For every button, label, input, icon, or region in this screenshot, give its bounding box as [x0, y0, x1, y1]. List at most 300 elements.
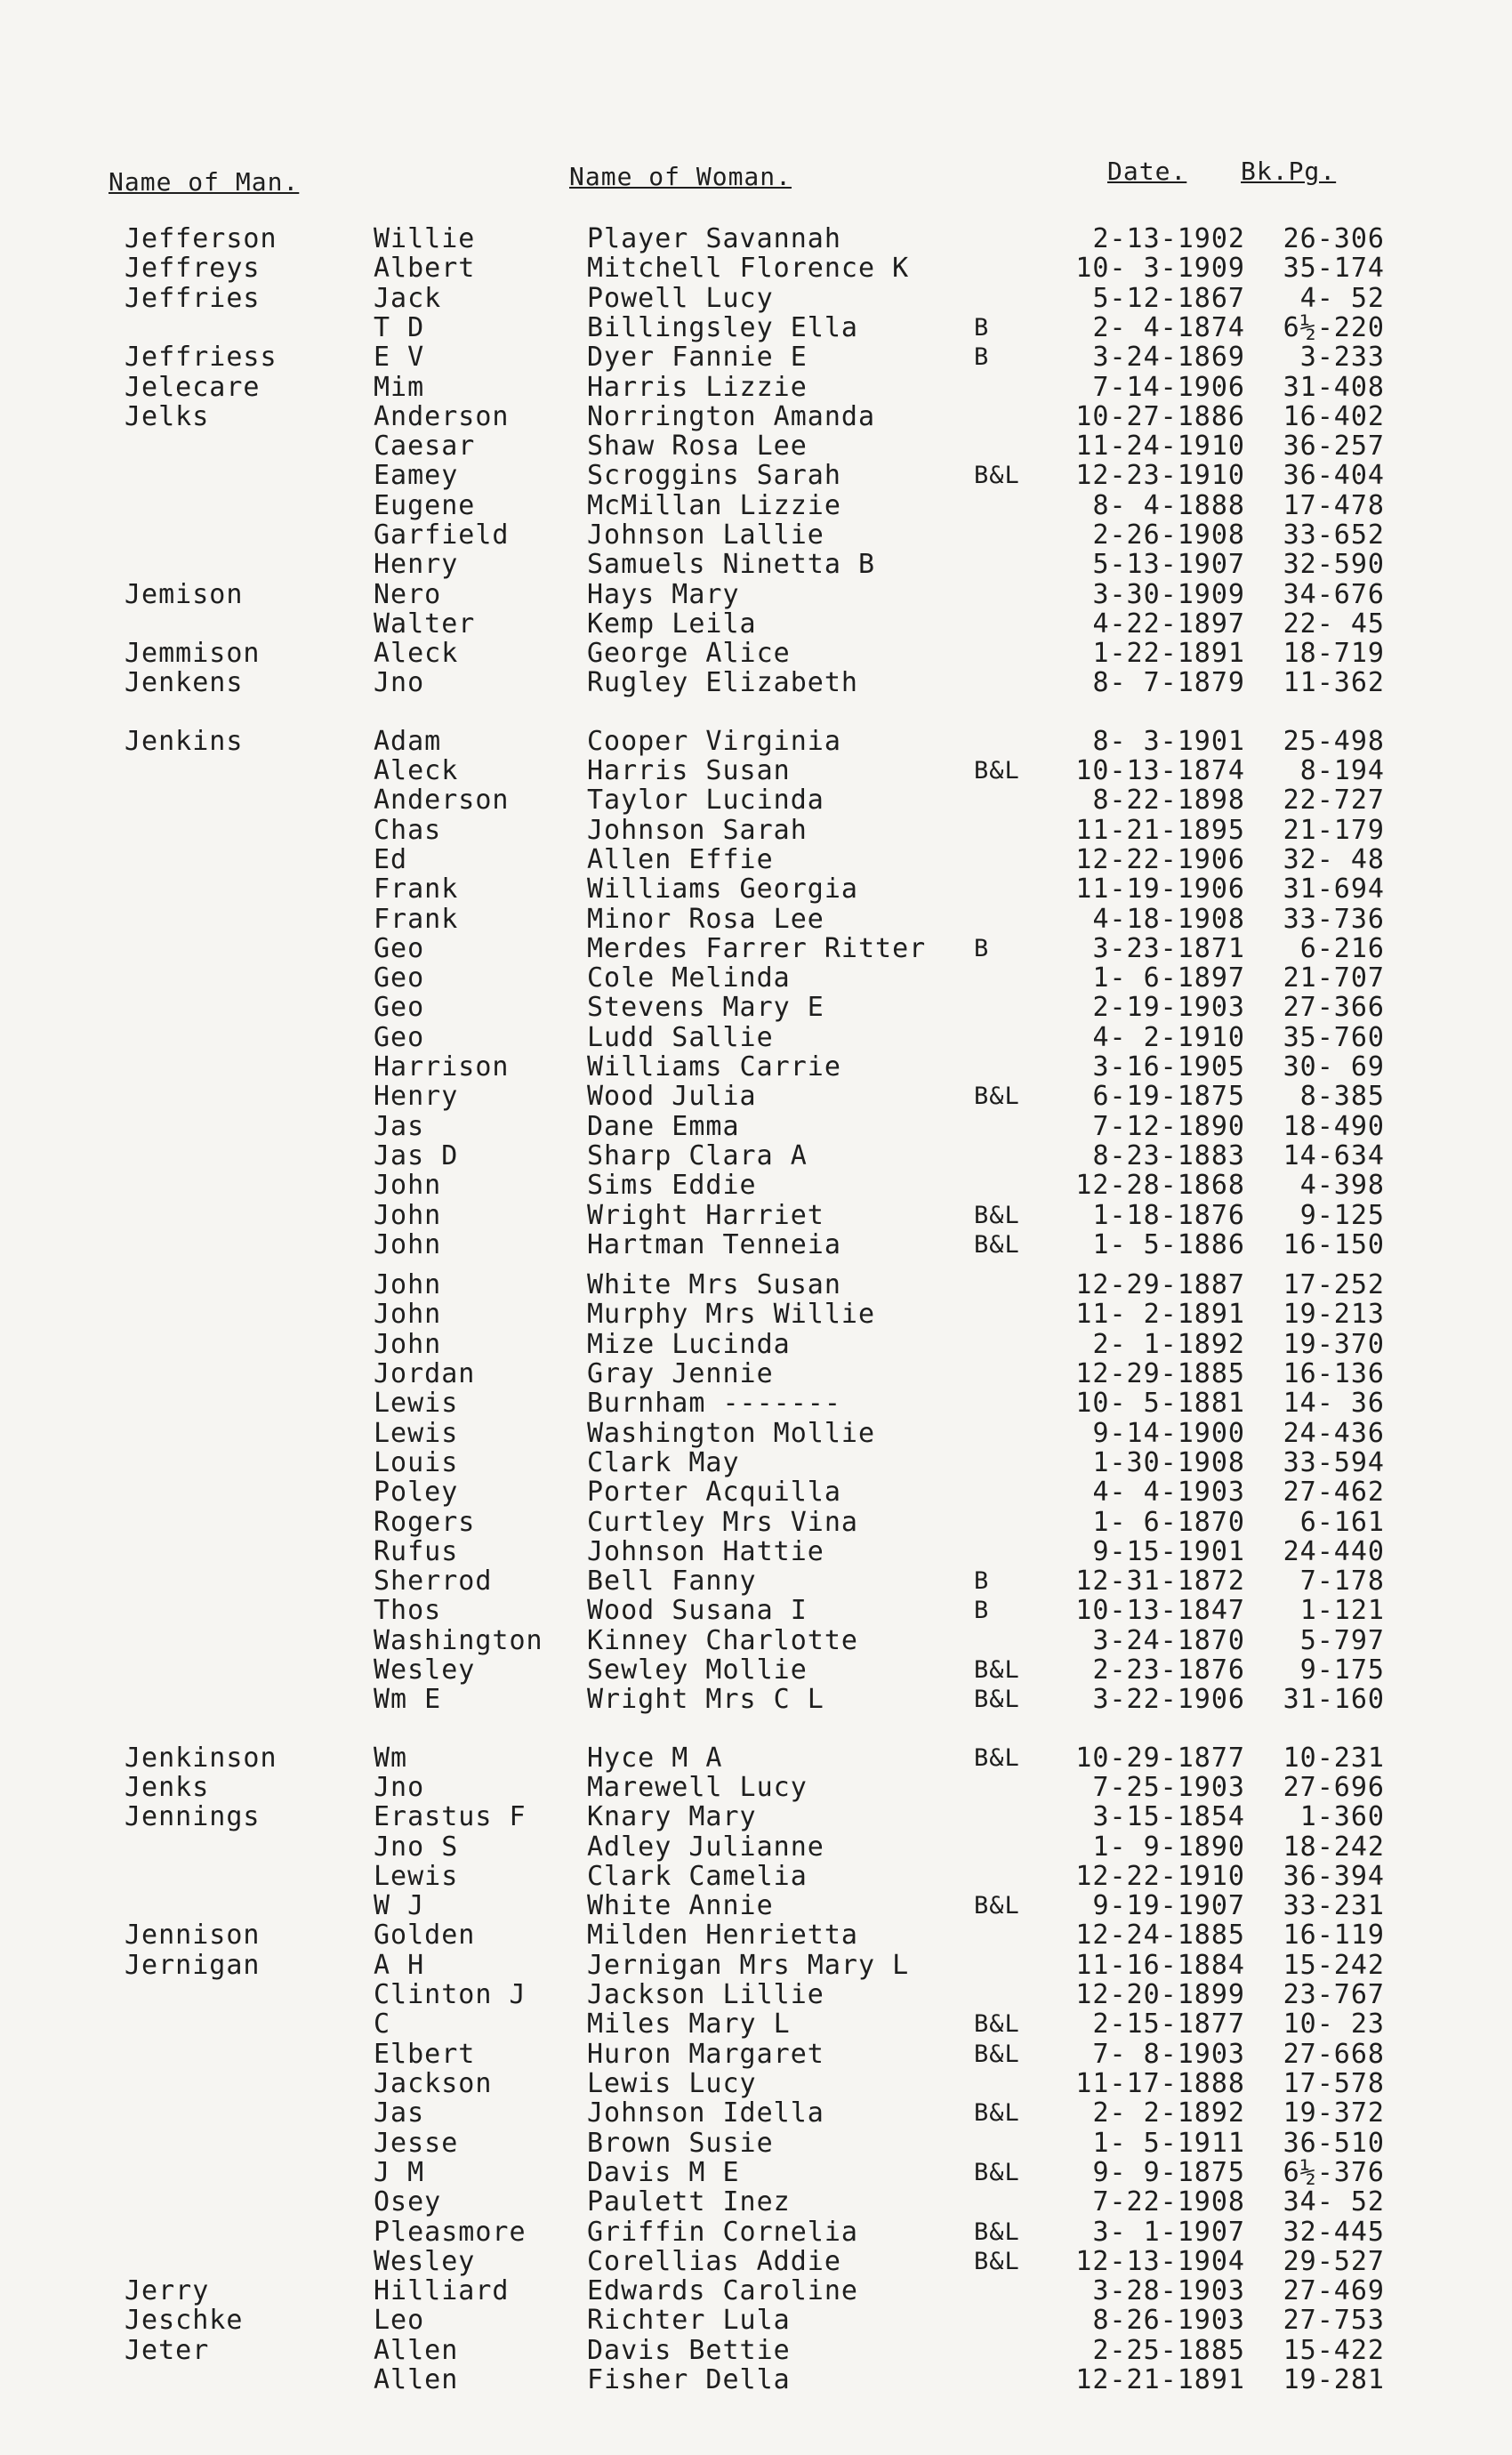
woman-name: Player Savannah [587, 223, 841, 254]
record-row [0, 2040, 1512, 2069]
man-given-name: Caesar [374, 431, 476, 462]
man-given-name: Wesley [374, 1654, 476, 1686]
woman-name: Brown Susie [587, 2128, 774, 2159]
marriage-date: 7-12-1890 [1092, 1111, 1245, 1142]
marriage-date: 9- 9-1875 [1092, 2157, 1245, 2188]
marriage-date: 1- 5-1886 [1092, 1229, 1245, 1260]
woman-name: Hays Mary [587, 579, 740, 610]
record-row [0, 1951, 1512, 1980]
record-row [0, 1832, 1512, 1862]
book-page: 16-402 [1283, 401, 1385, 432]
record-row [0, 1773, 1512, 1802]
record-flag: B [974, 935, 990, 962]
woman-name: Hartman Tenneia [587, 1229, 841, 1260]
man-given-name: Thos [374, 1595, 442, 1626]
man-given-name: Henry [374, 1081, 459, 1112]
marriage-date: 7- 8-1903 [1092, 2039, 1245, 2070]
record-row [0, 874, 1512, 904]
man-given-name: Anderson [374, 785, 510, 816]
book-page: 25-498 [1283, 726, 1385, 757]
marriage-date: 9-15-1901 [1092, 1536, 1245, 1567]
marriage-date: 4- 4-1903 [1092, 1477, 1245, 1508]
woman-name: Clark Camelia [587, 1861, 808, 1892]
man-given-name: T D [374, 312, 425, 343]
book-page: 31-160 [1283, 1684, 1385, 1715]
marriage-date: 4-22-1897 [1092, 608, 1245, 640]
man-given-name: Washington [374, 1625, 543, 1656]
record-flag: B&L [974, 757, 1020, 785]
book-page: 27-469 [1283, 2275, 1385, 2306]
man-given-name: Frank [374, 873, 459, 905]
record-flag: B&L [974, 1083, 1020, 1110]
book-page: 36-257 [1283, 431, 1385, 462]
marriage-date: 7-14-1906 [1092, 372, 1245, 403]
record-row [0, 2158, 1512, 2187]
man-surname: Jefferson [125, 223, 277, 254]
book-page: 32-445 [1283, 2217, 1385, 2248]
man-given-name: John [374, 1170, 442, 1201]
man-given-name: Lewis [374, 1388, 459, 1419]
woman-name: Shaw Rosa Lee [587, 431, 808, 462]
marriage-date: 10-29-1877 [1075, 1743, 1245, 1774]
woman-name: Kinney Charlotte [587, 1625, 858, 1656]
book-page: 31-408 [1283, 372, 1385, 403]
book-page: 7-178 [1299, 1566, 1385, 1597]
book-page: 36-404 [1283, 460, 1385, 491]
man-given-name: Garfield [374, 519, 510, 551]
man-surname: Jemmison [125, 638, 261, 669]
man-given-name: Nero [374, 579, 442, 610]
marriage-date: 10- 3-1909 [1075, 253, 1245, 284]
book-page: 33-736 [1283, 904, 1385, 935]
record-row [0, 1685, 1512, 1714]
marriage-date: 2-15-1877 [1092, 2008, 1245, 2040]
marriage-date: 3-30-1909 [1092, 579, 1245, 610]
record-row [0, 1023, 1512, 1052]
book-page: 19-281 [1283, 2364, 1385, 2395]
woman-name: Scroggins Sarah [587, 460, 841, 491]
man-given-name: Osey [374, 2186, 442, 2218]
man-surname: Jennings [125, 1801, 261, 1832]
record-flag: B [974, 1567, 990, 1595]
record-row [0, 2098, 1512, 2128]
record-row [0, 1171, 1512, 1200]
man-given-name: Rufus [374, 1536, 459, 1567]
man-surname: Jeschke [125, 2305, 244, 2336]
woman-name: Curtley Mrs Vina [587, 1507, 858, 1538]
record-row [0, 905, 1512, 934]
man-surname: Jeffriess [125, 342, 277, 373]
record-row [0, 402, 1512, 431]
man-given-name: Frank [374, 904, 459, 935]
man-given-name: Jno [374, 667, 425, 698]
book-page: 3-233 [1299, 342, 1385, 373]
record-row [0, 2276, 1512, 2306]
book-page: 27-696 [1283, 1772, 1385, 1803]
marriage-date: 10-13-1847 [1075, 1595, 1245, 1626]
man-given-name: Leo [374, 2305, 425, 2336]
book-page: 11-362 [1283, 667, 1385, 698]
record-row [0, 1566, 1512, 1596]
man-given-name: Geo [374, 1022, 425, 1053]
woman-name: Samuels Ninetta B [587, 549, 876, 580]
woman-name: Cole Melinda [587, 962, 791, 994]
marriage-date: 1- 9-1890 [1092, 1831, 1245, 1863]
man-surname: Jelks [125, 401, 210, 432]
book-page: 14- 36 [1283, 1388, 1385, 1419]
woman-name: Fisher Della [587, 2364, 791, 2395]
man-given-name: Geo [374, 962, 425, 994]
record-flag: B [974, 1597, 990, 1624]
book-page: 19-372 [1283, 2097, 1385, 2129]
man-surname: Jenkinson [125, 1743, 277, 1774]
woman-name: Harris Susan [587, 755, 791, 786]
man-given-name: Wesley [374, 2246, 476, 2277]
marriage-date: 10-13-1874 [1075, 755, 1245, 786]
woman-name: Minor Rosa Lee [587, 904, 824, 935]
record-row [0, 609, 1512, 639]
marriage-date: 8-26-1903 [1092, 2305, 1245, 2336]
woman-name: Griffin Cornelia [587, 2217, 858, 2248]
record-flag: B&L [974, 462, 1020, 489]
record-flag: B&L [974, 1744, 1020, 1772]
marriage-date: 3-15-1854 [1092, 1801, 1245, 1832]
woman-name: Stevens Mary E [587, 992, 824, 1023]
record-row [0, 2129, 1512, 2158]
man-given-name: Jackson [374, 2068, 493, 2099]
man-surname: Jenks [125, 1772, 210, 1803]
man-surname: Jemison [125, 579, 244, 610]
marriage-date: 12-22-1910 [1075, 1861, 1245, 1892]
marriage-date: 3-16-1905 [1092, 1051, 1245, 1083]
man-given-name: Jordan [374, 1358, 476, 1389]
record-row [0, 1082, 1512, 1111]
book-page: 19-213 [1283, 1299, 1385, 1330]
book-page: 1-360 [1299, 1801, 1385, 1832]
marriage-date: 11- 2-1891 [1075, 1299, 1245, 1330]
marriage-date: 4- 2-1910 [1092, 1022, 1245, 1053]
woman-name: Jernigan Mrs Mary L [587, 1950, 910, 1981]
marriage-date: 1-22-1891 [1092, 638, 1245, 669]
record-row [0, 1743, 1512, 1773]
marriage-date: 11-16-1884 [1075, 1950, 1245, 1981]
marriage-date: 2- 1-1892 [1092, 1329, 1245, 1360]
book-page: 10- 23 [1283, 2008, 1385, 2040]
book-page: 16-150 [1283, 1229, 1385, 1260]
record-row [0, 1596, 1512, 1625]
header-name-of-woman: Name of Woman. [569, 162, 792, 191]
man-given-name: Jack [374, 283, 442, 314]
record-row [0, 1802, 1512, 1831]
book-page: 36-394 [1283, 1861, 1385, 1892]
man-given-name: Henry [374, 549, 459, 580]
record-row [0, 2069, 1512, 2098]
woman-name: George Alice [587, 638, 791, 669]
man-given-name: Adam [374, 726, 442, 757]
woman-name: Johnson Hattie [587, 1536, 824, 1567]
man-given-name: Jas [374, 2097, 425, 2129]
man-given-name: Harrison [374, 1051, 510, 1083]
man-given-name: Geo [374, 933, 425, 964]
marriage-date: 3-24-1870 [1092, 1625, 1245, 1656]
woman-name: Richter Lula [587, 2305, 791, 2336]
record-flag: B&L [974, 1656, 1020, 1684]
man-given-name: John [374, 1229, 442, 1260]
man-surname: Jeter [125, 2335, 210, 2366]
woman-name: Sewley Mollie [587, 1654, 808, 1686]
book-page: 18-242 [1283, 1831, 1385, 1863]
woman-name: Clark May [587, 1447, 740, 1478]
book-page: 6½-220 [1283, 312, 1385, 343]
marriage-date: 3-23-1871 [1092, 933, 1245, 964]
book-page: 33-594 [1283, 1447, 1385, 1478]
marriage-date: 6-19-1875 [1092, 1081, 1245, 1112]
marriage-date: 12-23-1910 [1075, 460, 1245, 491]
record-row [0, 1141, 1512, 1171]
book-page: 26-306 [1283, 223, 1385, 254]
man-surname: Jeffreys [125, 253, 261, 284]
book-page: 29-527 [1283, 2246, 1385, 2277]
record-row [0, 993, 1512, 1022]
record-flag: B&L [974, 2040, 1020, 2068]
woman-name: Bell Fanny [587, 1566, 757, 1597]
book-page: 10-231 [1283, 1743, 1385, 1774]
book-page: 33-231 [1283, 1890, 1385, 1921]
record-row [0, 1201, 1512, 1230]
woman-name: Johnson Idella [587, 2097, 824, 2129]
man-given-name: Anderson [374, 401, 510, 432]
woman-name: Wright Mrs C L [587, 1684, 824, 1715]
header-date: Date. [1107, 157, 1187, 186]
book-page: 27-753 [1283, 2305, 1385, 2336]
header-book-page: Bk.Pg. [1241, 157, 1337, 186]
man-given-name: Louis [374, 1447, 459, 1478]
woman-name: Powell Lucy [587, 283, 774, 314]
woman-name: Murphy Mrs Willie [587, 1299, 876, 1330]
book-page: 34-676 [1283, 579, 1385, 610]
record-flag: B&L [974, 2159, 1020, 2186]
record-row [0, 1477, 1512, 1507]
man-given-name: Rogers [374, 1507, 476, 1538]
woman-name: White Mrs Susan [587, 1269, 841, 1300]
man-surname: Jenkens [125, 667, 244, 698]
marriage-date: 1-30-1908 [1092, 1447, 1245, 1478]
woman-name: Edwards Caroline [587, 2275, 858, 2306]
man-given-name: Wm [374, 1743, 408, 1774]
man-given-name: Albert [374, 253, 476, 284]
woman-name: Paulett Inez [587, 2186, 791, 2218]
woman-name: Wood Julia [587, 1081, 757, 1112]
record-row [0, 1655, 1512, 1685]
man-given-name: Sherrod [374, 1566, 493, 1597]
record-row [0, 963, 1512, 993]
woman-name: Williams Georgia [587, 873, 858, 905]
man-given-name: Chas [374, 815, 442, 846]
book-page: 30- 69 [1283, 1051, 1385, 1083]
record-row [0, 373, 1512, 402]
man-given-name: Eamey [374, 460, 459, 491]
woman-name: Cooper Virginia [587, 726, 841, 757]
man-given-name: Allen [374, 2364, 459, 2395]
record-row [0, 2247, 1512, 2276]
man-given-name: Walter [374, 608, 476, 640]
record-flag: B [974, 343, 990, 371]
marriage-date: 12-13-1904 [1075, 2246, 1245, 2277]
marriage-date: 12-29-1887 [1075, 1269, 1245, 1300]
marriage-date: 1- 5-1911 [1092, 2128, 1245, 2159]
marriage-date: 1- 6-1870 [1092, 1507, 1245, 1538]
header-name-of-man: Name of Man. [109, 167, 300, 197]
marriage-date: 2- 4-1874 [1092, 312, 1245, 343]
woman-name: White Annie [587, 1890, 774, 1921]
record-row [0, 2336, 1512, 2365]
book-page: 21-179 [1283, 815, 1385, 846]
man-given-name: J M [374, 2157, 425, 2188]
woman-name: Billingsley Ella [587, 312, 858, 343]
woman-name: Harris Lizzie [587, 372, 808, 403]
book-page: 34- 52 [1283, 2186, 1385, 2218]
woman-name: Burnham ------- [587, 1388, 841, 1419]
record-row [0, 1626, 1512, 1655]
man-given-name: John [374, 1329, 442, 1360]
book-page: 33-652 [1283, 519, 1385, 551]
marriage-date: 12-24-1885 [1075, 1920, 1245, 1951]
woman-name: Lewis Lucy [587, 2068, 757, 2099]
man-given-name: Jas [374, 1111, 425, 1142]
marriage-date: 11-19-1906 [1075, 873, 1245, 905]
woman-name: Gray Jennie [587, 1358, 774, 1389]
book-page: 17-578 [1283, 2068, 1385, 2099]
man-given-name: John [374, 1269, 442, 1300]
man-surname: Jenkins [125, 726, 244, 757]
woman-name: Milden Henrietta [587, 1920, 858, 1951]
book-page: 6½-376 [1283, 2157, 1385, 2188]
marriage-date: 5-13-1907 [1092, 549, 1245, 580]
record-row [0, 2306, 1512, 2335]
book-page: 32-590 [1283, 549, 1385, 580]
book-page: 1-121 [1299, 1595, 1385, 1626]
woman-name: Williams Carrie [587, 1051, 841, 1083]
marriage-date: 12-22-1906 [1075, 844, 1245, 875]
man-given-name: Jas D [374, 1140, 459, 1171]
woman-name: Corellias Addie [587, 2246, 841, 2277]
book-page: 17-252 [1283, 1269, 1385, 1300]
book-page: 27-668 [1283, 2039, 1385, 2070]
book-page: 35-760 [1283, 1022, 1385, 1053]
marriage-date: 3- 1-1907 [1092, 2217, 1245, 2248]
record-row [0, 520, 1512, 550]
marriage-date: 12-29-1885 [1075, 1358, 1245, 1389]
marriage-date: 5-12-1867 [1092, 283, 1245, 314]
marriage-date: 2-23-1876 [1092, 1654, 1245, 1686]
book-page: 19-370 [1283, 1329, 1385, 1360]
woman-name: McMillan Lizzie [587, 490, 841, 521]
woman-name: Porter Acquilla [587, 1477, 841, 1508]
man-given-name: W J [374, 1890, 425, 1921]
marriage-date: 8- 4-1888 [1092, 490, 1245, 521]
book-page: 22-727 [1283, 785, 1385, 816]
marriage-date: 11-17-1888 [1075, 2068, 1245, 2099]
man-given-name: Jno [374, 1772, 425, 1803]
marriage-date: 7-22-1908 [1092, 2186, 1245, 2218]
woman-name: Knary Mary [587, 1801, 757, 1832]
record-flag: B&L [974, 2010, 1020, 2038]
man-given-name: Elbert [374, 2039, 476, 2070]
woman-name: Jackson Lillie [587, 1979, 824, 2010]
man-surname: Jennison [125, 1920, 261, 1951]
book-page: 16-119 [1283, 1920, 1385, 1951]
woman-name: Davis Bettie [587, 2335, 791, 2366]
book-page: 31-694 [1283, 873, 1385, 905]
man-given-name: Ed [374, 844, 408, 875]
woman-name: Allen Effie [587, 844, 774, 875]
book-page: 8-385 [1299, 1081, 1385, 1112]
record-row [0, 2187, 1512, 2217]
book-page: 32- 48 [1283, 844, 1385, 875]
man-given-name: John [374, 1299, 442, 1330]
marriage-date: 12-28-1868 [1075, 1170, 1245, 1201]
record-row [0, 1980, 1512, 2009]
woman-name: Ludd Sallie [587, 1022, 774, 1053]
woman-name: Dane Emma [587, 1111, 740, 1142]
book-page: 27-366 [1283, 992, 1385, 1023]
record-row [0, 284, 1512, 313]
record-row [0, 1359, 1512, 1388]
record-row [0, 2365, 1512, 2395]
record-row [0, 727, 1512, 756]
marriage-date: 1-18-1876 [1092, 1200, 1245, 1231]
record-row [0, 431, 1512, 461]
woman-name: Washington Mollie [587, 1418, 876, 1449]
marriage-date: 9-19-1907 [1092, 1890, 1245, 1921]
marriage-date: 10- 5-1881 [1075, 1388, 1245, 1419]
book-page: 6-161 [1299, 1507, 1385, 1538]
record-row [0, 1270, 1512, 1300]
record-row [0, 2218, 1512, 2247]
marriage-date: 1- 6-1897 [1092, 962, 1245, 994]
book-page: 16-136 [1283, 1358, 1385, 1389]
man-given-name: Aleck [374, 638, 459, 669]
marriage-date: 2-25-1885 [1092, 2335, 1245, 2366]
book-page: 9-175 [1299, 1654, 1385, 1686]
marriage-date: 11-24-1910 [1075, 431, 1245, 462]
record-row [0, 845, 1512, 874]
man-given-name: Willie [374, 223, 476, 254]
marriage-date: 8- 3-1901 [1092, 726, 1245, 757]
woman-name: Sims Eddie [587, 1170, 757, 1201]
man-given-name: Golden [374, 1920, 476, 1951]
marriage-date: 8- 7-1879 [1092, 667, 1245, 698]
marriage-date: 9-14-1900 [1092, 1418, 1245, 1449]
book-page: 21-707 [1283, 962, 1385, 994]
record-row [0, 1052, 1512, 1082]
record-row [0, 313, 1512, 342]
record-flag: B [974, 314, 990, 342]
book-page: 23-767 [1283, 1979, 1385, 2010]
record-row [0, 1112, 1512, 1141]
man-given-name: Aleck [374, 755, 459, 786]
woman-name: Sharp Clara A [587, 1140, 808, 1171]
woman-name: Wood Susana I [587, 1595, 808, 1626]
book-page: 22- 45 [1283, 608, 1385, 640]
man-given-name: Pleasmore [374, 2217, 527, 2248]
record-row [0, 1508, 1512, 1537]
book-page: 14-634 [1283, 1140, 1385, 1171]
marriage-date: 2-19-1903 [1092, 992, 1245, 1023]
record-flag: B&L [974, 2218, 1020, 2246]
man-given-name: John [374, 1200, 442, 1231]
woman-name: Wright Harriet [587, 1200, 824, 1231]
